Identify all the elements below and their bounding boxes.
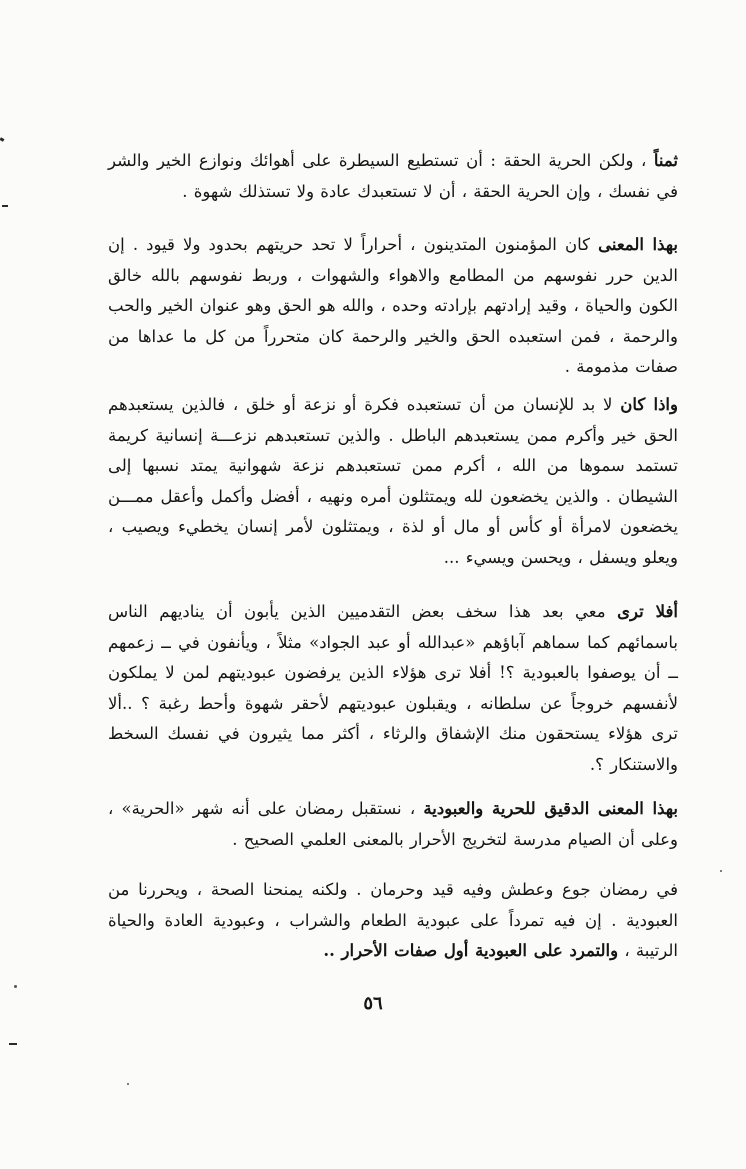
scan-mark — [9, 1043, 17, 1045]
paragraph-text: ، نستقبل رمضان على أنه شهر «الحرية» ، وعلى أن الصيام مدرسة لتخريج الأحرار بالمعنى العلمي الصحيح . — [108, 799, 678, 849]
scan-dot — [720, 870, 722, 872]
paragraph-5 — [108, 794, 678, 855]
scan-mark — [0, 137, 4, 142]
paragraph-3 — [108, 390, 678, 573]
paragraph-lead: واذا كان — [620, 395, 678, 414]
paragraph-lead: ثمناً — [653, 151, 678, 170]
paragraph-1 — [108, 146, 678, 207]
scan-dot — [14, 985, 17, 988]
paragraph-lead: بهذا المعنى الدقيق للحرية والعبودية — [423, 799, 678, 818]
paragraph-lead: أفلا ترى — [617, 602, 678, 621]
paragraph-text: في رمضان جوع وعطش وفيه قيد وحرمان . ولكنه يمنحنا الصحة ، ويحررنا من العبودية . إن فيه تمرداً على عبودية الطعام والشراب ، وعبودية العادة والحياة الرتيبة ، — [108, 880, 678, 960]
paragraph-6 — [108, 875, 678, 967]
paragraph-lead: بهذا المعنى — [598, 235, 678, 254]
scan-dot — [127, 1083, 129, 1085]
scan-mark — [2, 205, 8, 207]
paragraph-text: ، ولكن الحرية الحقة : أن تستطيع السيطرة على أهوائك ونوازع الخير والشر في نفسك ، وإن الحرية الحقة ، أن لا تستعبدك عادة ولا تستذلك شهوة . — [108, 151, 678, 201]
paragraph-text: لا بد للإنسان من أن تستعبده فكرة أو نزعة أو خلق ، فالذين يستعبدهم الحق خير وأكرم ممن يستعبدهم الباطل . والذين تستعبدهم نزعـــة إنسانية كريمة تستمد سموها من الله ، أكرم ممن تستعبدهم نزعة شهوانية يمتد نسبها إلى الشيطان . والذين يخضعون لله ويمتثلون أمره ونهيه ، أفضل وأكمل وأعقل ممـــن يخضعون لامرأة أو كأس أو مال أو لذة ، ويمتثلون لأمر إنسان يخطيء ويصيب ، ويعلو ويسفل ، ويحسن ويسيء ... — [108, 395, 678, 567]
paragraph-4 — [108, 597, 678, 780]
paragraph-closing: والتمرد على العبودية أول صفات الأحرار .. — [323, 941, 619, 960]
paragraph-text: معي بعد هذا سخف بعض التقدميين الذين يأبون أن يناديهم الناس باسمائهم كما سماهم آباؤهم «عبدالله أو عبد الجواد» مثلاً ، ويأنفون في ــ زعمهم ــ أن يوصفوا بالعبودية ؟! أفلا ترى هؤلاء الذين يرفضون عبوديتهم لمن لا يملكون لأنفسهم خروجاً عن سلطانه ، ويقبلون عبوديتهم لأحقر شهوة وأحط رغبة ؟ ..ألا ترى هؤلاء يستحقون منك الإشفاق والرثاء ، أكثر مما يثيرون في نفسك السخط والاستنكار ؟. — [108, 602, 678, 774]
page-number: ٥٦ — [363, 993, 383, 1014]
paragraph-2 — [108, 230, 678, 383]
paragraph-text: كان المؤمنون المتدينون ، أحراراً لا تحد حريتهم بحدود ولا قيود . إن الدين حرر نفوسهم من المطامع والاهواء والشهوات ، وربط نفوسهم بالله خالق الكون والحياة ، وقيد إرادتهم بإرادته وحده ، والله هو الحق وهو عنوان الخير والحب والرحمة ، فمن استعبده الحق والخير والرحمة كان متحرراً من كل ما عداها من صفات مذمومة . — [108, 235, 678, 376]
